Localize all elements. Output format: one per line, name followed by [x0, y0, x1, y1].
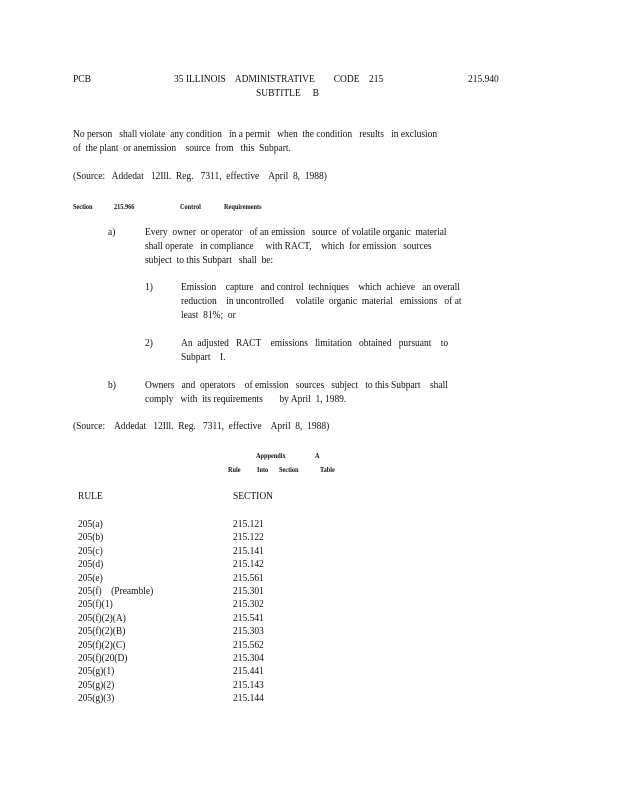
header-subtitle: SUBTITLE B — [256, 88, 319, 99]
section-label: Section — [73, 202, 93, 211]
item-b-label: b) — [108, 380, 116, 391]
table-header-rule: RULE — [78, 491, 103, 502]
appendix-subtitle-word-1: Rule — [228, 465, 241, 474]
table-cell-rule: 205(e) — [78, 572, 103, 584]
item-1-line-2: reduction in uncontrolled volatile organic material emissions of at — [181, 296, 462, 307]
item-a-line-2: shall operate in compliance with RACT, which for emission sources — [145, 241, 432, 252]
item-2-line-1: An adjusted RACT emissions limitation obtained pursuant to — [181, 338, 449, 349]
table-cell-section: 215.562 — [233, 639, 264, 651]
table-cell-rule: 205(g)(3) — [78, 693, 115, 705]
item-1-label: 1) — [145, 282, 153, 293]
table-cell-rule: 205(f)(1) — [78, 599, 113, 611]
table-header-section: SECTION — [233, 491, 274, 502]
table-cell-section: 215.141 — [233, 545, 264, 557]
table-cell-section: 215.143 — [233, 679, 264, 691]
table-cell-rule: 205(f)(2)(C) — [78, 639, 126, 651]
table-cell-section: 215.121 — [233, 519, 264, 530]
item-2-label: 2) — [145, 338, 153, 349]
table-cell-rule: 205(f)(2)(A) — [78, 612, 126, 624]
table-cell-section: 215.441 — [233, 666, 264, 678]
item-1-line-3: least 81%; or — [181, 310, 236, 321]
item-a-line-3: subject to this Subpart shall be: — [145, 255, 274, 266]
table-cell-rule: 205(a) — [78, 519, 103, 530]
table-cell-rule: 205(g)(1) — [78, 666, 115, 678]
table-cell-section: 215.304 — [233, 653, 264, 664]
table-cell-section: 215.122 — [233, 532, 264, 544]
section-number: 215.966 — [114, 202, 135, 211]
item-b-line-2: comply with its requirements by April 1, 1989. — [145, 394, 347, 405]
source-note-1: (Source: Addedat 12Ill. Reg. 7311, effective April 8, 1988) — [73, 171, 327, 182]
intro-line-1: No person shall violate any condition in a permit when the condition results in exclusion — [73, 129, 438, 140]
appendix-title-word-1: Apppendix — [256, 451, 286, 460]
table-cell-rule: 205(f)(2)(B) — [78, 626, 126, 638]
table-cell-section: 215.301 — [233, 586, 264, 597]
table-cell-rule: 205(b) — [78, 532, 104, 544]
appendix-subtitle-word-3: Section — [279, 465, 299, 474]
table-cell-rule: 205(f) (Preamble) — [78, 586, 154, 597]
item-1-line-1: Emission capture and control techniques which achieve an overall — [181, 282, 460, 293]
table-cell-section: 215.541 — [233, 612, 264, 624]
item-2-line-2: Subpart I. — [181, 352, 226, 363]
item-a-line-1: Every owner or operator of an emission source of volatile organic material — [145, 227, 447, 238]
header-left: PCB — [73, 74, 91, 85]
table-cell-rule: 205(f)(20(D) — [78, 653, 128, 664]
table-cell-rule: 205(g)(2) — [78, 679, 115, 691]
source-note-2: (Source: Addedat 12Ill. Reg. 7311, effective April 8, 1988) — [73, 421, 330, 432]
section-title-word-1: Control — [180, 202, 201, 211]
table-cell-rule: 205(c) — [78, 545, 103, 557]
table-cell-section: 215.302 — [233, 599, 264, 611]
table-cell-section: 215.144 — [233, 693, 264, 705]
table-cell-section: 215.303 — [233, 626, 264, 638]
appendix-title-letter: A — [315, 451, 320, 460]
header-title: 35 ILLINOIS ADMINISTRATIVE CODE 215 — [174, 74, 384, 85]
item-b-line-1: Owners and operators of emission sources subject to this Subpart shall — [145, 380, 448, 391]
intro-line-2: of the plant or anemission source from this Subpart. — [73, 143, 291, 154]
header-section-number: 215.940 — [468, 74, 499, 85]
table-cell-rule: 205(d) — [78, 559, 104, 571]
section-title-word-2: Requirements — [224, 202, 262, 211]
item-a-label: a) — [108, 227, 116, 238]
table-cell-section: 215.561 — [233, 572, 264, 584]
appendix-subtitle-word-2: Into — [257, 465, 269, 474]
appendix-subtitle-word-4: Table — [320, 465, 335, 474]
table-cell-section: 215.142 — [233, 559, 264, 571]
